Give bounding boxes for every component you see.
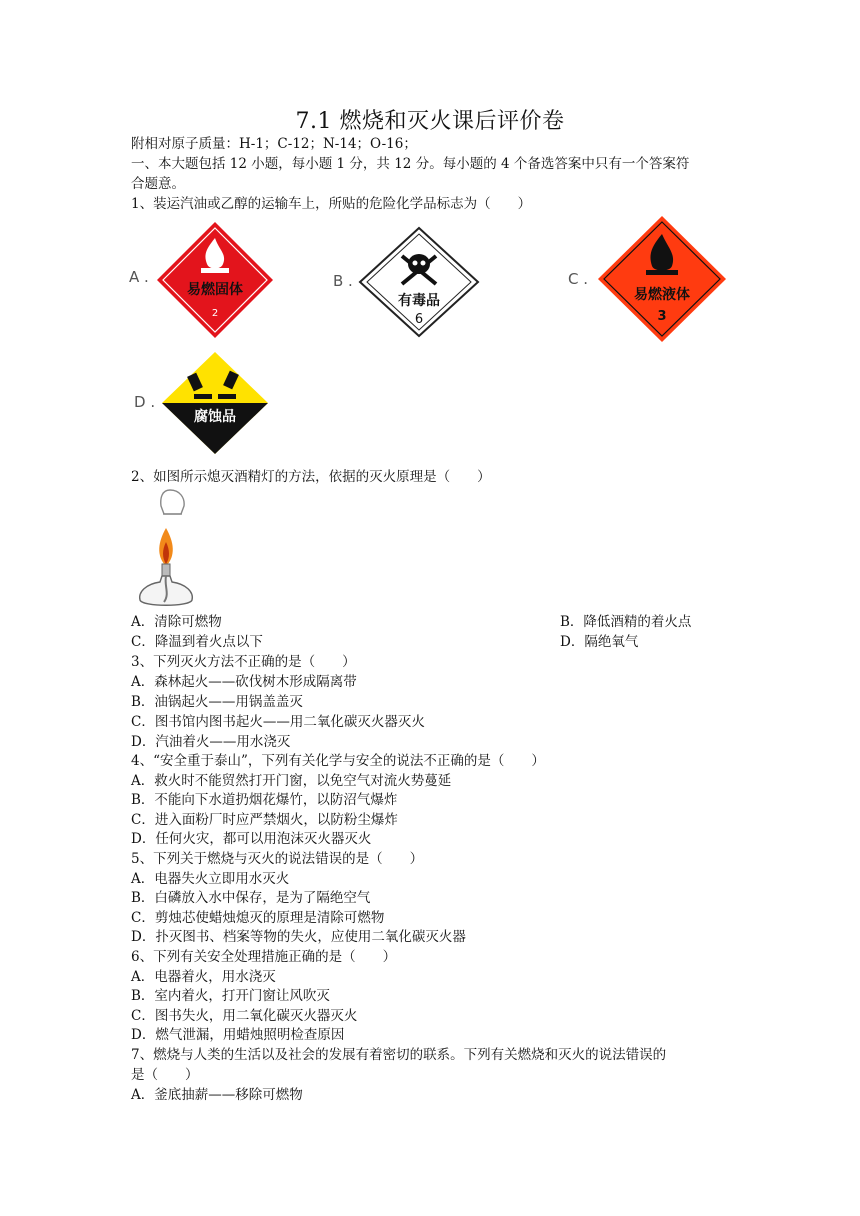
- q1-option-c-label: C .: [568, 270, 589, 288]
- flammable-solid-sign: [155, 220, 275, 340]
- q7-stem-line2: 是（ ）: [131, 1067, 199, 1083]
- sign-d-text: 腐蚀品: [194, 409, 236, 425]
- q4-stem: 4、“安全重于泰山”，下列有关化学与安全的说法不正确的是（ ）: [131, 753, 545, 769]
- alcohol-lamp-figure: [136, 486, 200, 612]
- sign-c-number: 3: [657, 309, 667, 324]
- q1-stem: 1、装运汽油或乙醇的运输车上，所贴的危险化学品标志为（ ）: [131, 196, 532, 212]
- q6-option-b: B．室内着火，打开门窗让风吹灭: [131, 988, 330, 1004]
- sign-a-text: 易燃固体: [187, 282, 243, 298]
- lamp-cap-icon: [161, 490, 184, 514]
- corrosive-sign: [160, 350, 270, 456]
- q2-option-c: C．降温到着火点以下: [131, 634, 263, 650]
- q1-option-b-label: B .: [333, 272, 353, 290]
- q4-option-c: C．进入面粉厂时应严禁烟火，以防粉尘爆炸: [131, 812, 398, 828]
- q6-stem: 6、下列有关安全处理措施正确的是（ ）: [131, 949, 397, 965]
- q5-stem: 5、下列关于燃烧与灭火的说法错误的是（ ）: [131, 851, 424, 867]
- q7-option-a: A．釜底抽薪——移除可燃物: [131, 1087, 303, 1103]
- q6-option-d: D．燃气泄漏，用蜡烛照明检查原因: [131, 1027, 345, 1043]
- sign-b-number: 6: [414, 312, 424, 327]
- q2-option-b: B．降低酒精的着火点: [560, 614, 692, 630]
- q3-option-a: A．森林起火——砍伐树木形成隔离带: [131, 674, 357, 690]
- flammable-liquid-sign: [596, 214, 728, 344]
- q7-stem-line1: 7、燃烧与人类的生活以及社会的发展有着密切的联系。下列有关燃烧和灭火的说法错误的: [131, 1047, 667, 1063]
- q3-option-c: C．图书馆内图书起火——用二氧化碳灭火器灭火: [131, 714, 425, 730]
- q1-option-a-label: A .: [129, 268, 149, 286]
- q4-option-b: B．不能向下水道扔烟花爆竹，以防沼气爆炸: [131, 792, 398, 808]
- sign-c-text: 易燃液体: [634, 287, 690, 303]
- flame-icon: [159, 528, 173, 566]
- q3-stem: 3、下列灭火方法不正确的是（ ）: [131, 654, 356, 670]
- alcohol-lamp-icon: [140, 564, 193, 605]
- section-instruction-line2: 合题意。: [131, 176, 185, 192]
- sign-a-number: 2: [211, 308, 219, 319]
- toxic-sign: [358, 226, 480, 338]
- q1-option-d-label: D .: [134, 393, 156, 411]
- q2-option-a: A．清除可燃物: [131, 614, 222, 630]
- q4-option-d: D．任何火灾，都可以用泡沫灭火器灭火: [131, 831, 372, 847]
- q2-stem: 2、如图所示熄灭酒精灯的方法，依据的灭火原理是（ ）: [131, 469, 491, 485]
- section-instruction-line1: 一、本大题包括 12 小题，每小题 1 分，共 12 分。每小题的 4 个备选答案中只有一个答案符: [131, 156, 690, 172]
- q5-option-b: B．白磷放入水中保存，是为了隔绝空气: [131, 890, 371, 906]
- atomic-masses: 附相对原子质量：H-1；C-12；N-14；O-16；: [131, 136, 417, 152]
- q4-option-a: A．救火时不能贸然打开门窗，以免空气对流火势蔓延: [131, 773, 452, 789]
- q2-option-d: D．隔绝氧气: [560, 634, 639, 650]
- q3-option-b: B．油锅起火——用锅盖盖灭: [131, 694, 303, 710]
- sign-b-text: 有毒品: [398, 293, 440, 309]
- q6-option-a: A．电器着火，用水浇灭: [131, 969, 276, 985]
- q5-option-c: C．剪烛芯使蜡烛熄灭的原理是清除可燃物: [131, 910, 385, 926]
- q6-option-c: C．图书失火，用二氧化碳灭火器灭火: [131, 1008, 358, 1024]
- q5-option-d: D．扑灭图书、档案等物的失火，应使用二氧化碳灭火器: [131, 929, 466, 945]
- q3-option-d: D．汽油着火——用水浇灭: [131, 734, 291, 750]
- page-title: 7.1 燃烧和灭火课后评价卷: [295, 109, 565, 134]
- q5-option-a: A．电器失火立即用水灭火: [131, 871, 290, 887]
